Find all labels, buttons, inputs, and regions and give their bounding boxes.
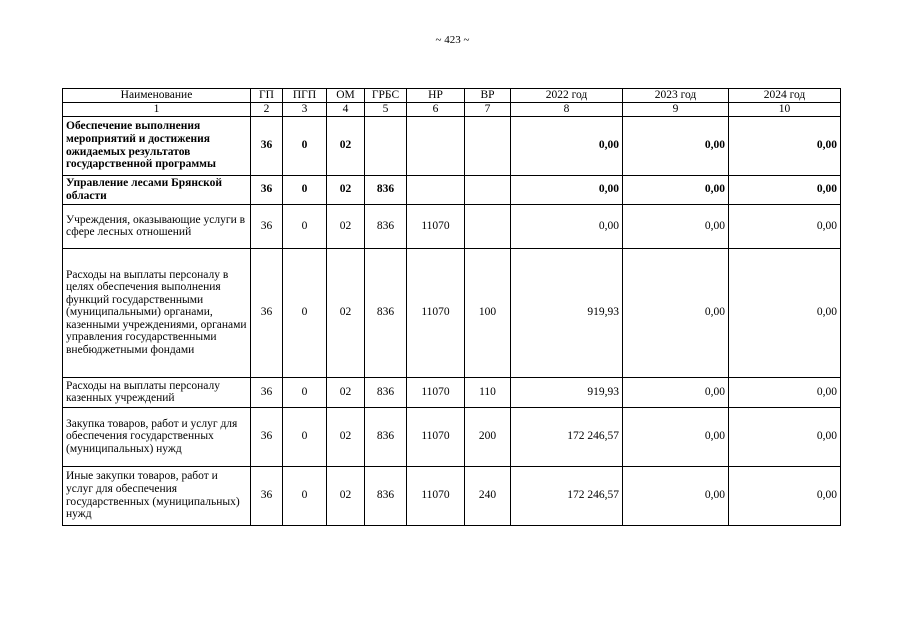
column-number: 9 <box>623 103 729 117</box>
cell-2024: 0,00 <box>729 204 841 248</box>
cell-2022: 919,93 <box>511 377 623 407</box>
row-name: Закупка товаров, работ и услуг для обеспечения государственных (муниципальных) нужд <box>63 407 251 466</box>
cell-pgp: 0 <box>283 204 327 248</box>
table-row <box>63 175 841 204</box>
cell-om: 02 <box>327 248 365 377</box>
cell-grbs: 836 <box>365 175 407 204</box>
cell-2024: 0,00 <box>729 407 841 466</box>
cell-om: 02 <box>327 204 365 248</box>
cell-nr: 11070 <box>407 204 465 248</box>
cell-2022: 919,93 <box>511 248 623 377</box>
cell-om: 02 <box>327 175 365 204</box>
cell-grbs: 836 <box>365 204 407 248</box>
cell-gp: 36 <box>251 466 283 525</box>
cell-pgp: 0 <box>283 116 327 175</box>
row-name: Расходы на выплаты персоналу казенных учреждений <box>63 377 251 407</box>
column-number: 3 <box>283 103 327 117</box>
cell-gp: 36 <box>251 407 283 466</box>
header-om: ОМ <box>327 89 365 103</box>
cell-gp: 36 <box>251 377 283 407</box>
cell-gp: 36 <box>251 175 283 204</box>
cell-2022: 0,00 <box>511 175 623 204</box>
row-name: Учреждения, оказывающие услуги в сфере лесных отношений <box>63 204 251 248</box>
row-name: Иные закупки товаров, работ и услуг для обеспечения государственных (муниципальных) нужд <box>63 466 251 525</box>
cell-2022: 172 246,57 <box>511 466 623 525</box>
cell-2023: 0,00 <box>623 175 729 204</box>
cell-2023: 0,00 <box>623 116 729 175</box>
cell-2024: 0,00 <box>729 248 841 377</box>
cell-2024: 0,00 <box>729 466 841 525</box>
row-name: Управление лесами Брянской области <box>63 175 251 204</box>
cell-pgp: 0 <box>283 407 327 466</box>
column-number: 5 <box>365 103 407 117</box>
cell-nr <box>407 175 465 204</box>
cell-nr: 11070 <box>407 248 465 377</box>
cell-gp: 36 <box>251 204 283 248</box>
table-row <box>63 116 841 175</box>
table-row <box>63 377 841 407</box>
cell-grbs: 836 <box>365 377 407 407</box>
cell-om: 02 <box>327 116 365 175</box>
column-number: 8 <box>511 103 623 117</box>
cell-vr <box>465 175 511 204</box>
header-vr: ВР <box>465 89 511 103</box>
cell-om: 02 <box>327 466 365 525</box>
cell-2024: 0,00 <box>729 377 841 407</box>
cell-gp: 36 <box>251 116 283 175</box>
page-number: ~ 423 ~ <box>435 34 470 46</box>
column-number: 2 <box>251 103 283 117</box>
column-number: 4 <box>327 103 365 117</box>
cell-pgp: 0 <box>283 175 327 204</box>
cell-vr: 240 <box>465 466 511 525</box>
header-2023: 2023 год <box>623 89 729 103</box>
cell-nr <box>407 116 465 175</box>
cell-2024: 0,00 <box>729 175 841 204</box>
row-name: Расходы на выплаты персоналу в целях обеспечения выполнения функций государственными (муниципальными) органами, казенными учреждениями, органами управления государственными внебюджетными фондами <box>63 248 251 377</box>
cell-vr <box>465 116 511 175</box>
column-number: 1 <box>63 103 251 117</box>
header-row <box>63 89 841 103</box>
cell-2024: 0,00 <box>729 116 841 175</box>
cell-vr: 100 <box>465 248 511 377</box>
table-row <box>63 466 841 525</box>
column-number: 7 <box>465 103 511 117</box>
column-number: 10 <box>729 103 841 117</box>
header-grbs: ГРБС <box>365 89 407 103</box>
cell-vr: 110 <box>465 377 511 407</box>
cell-vr: 200 <box>465 407 511 466</box>
cell-nr: 11070 <box>407 466 465 525</box>
table-row <box>63 248 841 377</box>
header-2024: 2024 год <box>729 89 841 103</box>
cell-2023: 0,00 <box>623 466 729 525</box>
cell-2023: 0,00 <box>623 248 729 377</box>
header-pgp: ПГП <box>283 89 327 103</box>
table-row <box>63 204 841 248</box>
cell-om: 02 <box>327 377 365 407</box>
cell-gp: 36 <box>251 248 283 377</box>
cell-2022: 172 246,57 <box>511 407 623 466</box>
cell-vr <box>465 204 511 248</box>
cell-grbs: 836 <box>365 466 407 525</box>
header-nr: НР <box>407 89 465 103</box>
cell-grbs: 836 <box>365 248 407 377</box>
cell-2022: 0,00 <box>511 204 623 248</box>
cell-pgp: 0 <box>283 248 327 377</box>
table-row <box>63 407 841 466</box>
cell-grbs: 836 <box>365 407 407 466</box>
cell-nr: 11070 <box>407 407 465 466</box>
cell-nr: 11070 <box>407 377 465 407</box>
column-number: 6 <box>407 103 465 117</box>
cell-2022: 0,00 <box>511 116 623 175</box>
cell-om: 02 <box>327 407 365 466</box>
header-2022: 2022 год <box>511 89 623 103</box>
cell-2023: 0,00 <box>623 407 729 466</box>
budget-table <box>62 88 841 526</box>
cell-2023: 0,00 <box>623 377 729 407</box>
cell-pgp: 0 <box>283 377 327 407</box>
header-name: Наименование <box>63 89 251 103</box>
row-name: Обеспечение выполнения мероприятий и достижения ожидаемых результатов государственной программы <box>63 116 251 175</box>
column-number-row <box>63 103 841 117</box>
cell-grbs <box>365 116 407 175</box>
cell-2023: 0,00 <box>623 204 729 248</box>
cell-pgp: 0 <box>283 466 327 525</box>
header-gp: ГП <box>251 89 283 103</box>
